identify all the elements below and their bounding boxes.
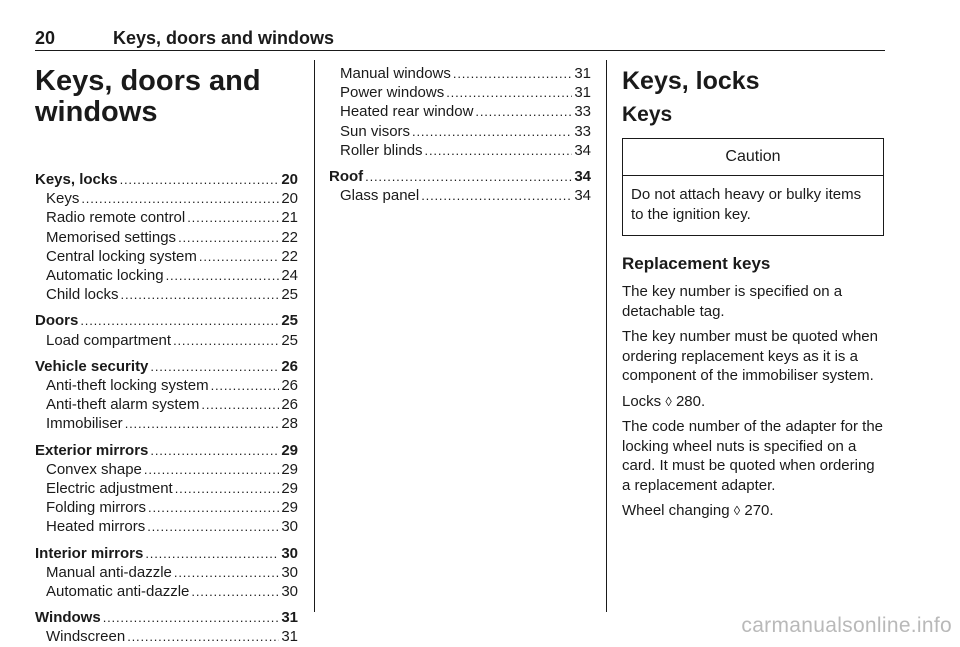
dot-leader — [187, 208, 279, 227]
toc-entry-label: Manual windows — [340, 65, 451, 82]
toc-entry-label: Roof — [329, 168, 364, 186]
toc-entry[interactable] — [35, 414, 298, 433]
toc-entry-label: Doors — [35, 312, 79, 330]
dot-leader — [199, 247, 279, 266]
toc-entry[interactable] — [35, 498, 298, 517]
toc-entry-label: Sun visors — [340, 122, 411, 140]
toc-entry[interactable] — [35, 608, 298, 627]
toc-entry-page: 25 — [281, 286, 298, 304]
toc-entry-page: 30 — [281, 563, 298, 581]
section-title: Keys, locks — [622, 67, 760, 95]
toc-entry[interactable] — [329, 141, 591, 160]
toc-entry-page: 34 — [574, 168, 591, 186]
toc-entry-page: 24 — [281, 267, 298, 285]
toc-entry-label: Heated mirrors — [46, 518, 146, 536]
dot-leader — [201, 395, 279, 414]
toc-entry-label: Electric adjustment — [46, 480, 173, 498]
toc-entry-page: 22 — [281, 247, 298, 265]
toc-entry-page: 25 — [281, 312, 298, 330]
toc-entry-label: Roller blinds — [340, 141, 423, 159]
running-title: Keys, doors and windows — [113, 28, 335, 48]
toc-entry[interactable] — [329, 102, 591, 121]
toc-entry-page: 22 — [281, 228, 298, 246]
dot-leader — [453, 64, 572, 83]
toc-entry-page: 31 — [574, 84, 591, 102]
toc-entry[interactable] — [35, 395, 298, 414]
column-divider — [606, 60, 607, 612]
column-divider — [314, 60, 315, 612]
toc-entry-label: Windscreen — [46, 628, 126, 646]
dot-leader — [475, 102, 572, 121]
dot-leader — [211, 376, 280, 395]
dot-leader — [446, 83, 572, 102]
toc-entry[interactable] — [329, 83, 591, 102]
toc-entry[interactable] — [35, 311, 298, 330]
toc-entry-label: Windows — [35, 609, 101, 627]
toc-entry-page: 29 — [281, 499, 298, 517]
page-number: 20 — [35, 28, 56, 48]
toc-entry-page: 31 — [574, 65, 591, 82]
dot-leader — [81, 189, 279, 208]
page-reference-link[interactable]: 280. — [675, 392, 706, 410]
toc-entry-label: Convex shape — [46, 460, 142, 478]
toc-entry-label: Manual anti-dazzle — [46, 563, 172, 581]
toc-entry-page: 29 — [281, 480, 298, 498]
toc-entry[interactable] — [35, 247, 298, 266]
dot-leader — [174, 563, 279, 582]
reference-arrow-icon: ◊ — [733, 503, 741, 518]
toc-entry-page: 34 — [574, 187, 591, 205]
toc-entry[interactable] — [35, 582, 298, 601]
toc-entry-page: 20 — [281, 171, 298, 188]
toc-entry[interactable] — [35, 208, 298, 227]
caution-text: Do not attach heavy or bulky items to the ignition key. — [631, 186, 862, 223]
toc-entry-label: Heated rear window — [340, 103, 474, 121]
toc-entry[interactable] — [35, 376, 298, 395]
dot-leader — [412, 122, 572, 141]
toc-entry[interactable] — [35, 170, 298, 189]
toc-entry[interactable] — [329, 167, 591, 186]
toc-entry[interactable] — [35, 331, 298, 350]
dot-leader — [120, 170, 280, 189]
dot-leader — [178, 228, 279, 247]
toc-entry-page: 20 — [281, 190, 298, 208]
toc-entry-page: 26 — [281, 357, 298, 375]
toc-entry-page: 33 — [574, 103, 591, 121]
toc-entry-page: 34 — [574, 141, 591, 159]
dot-leader — [150, 441, 279, 460]
content-column — [622, 66, 885, 527]
toc-entry[interactable] — [35, 266, 298, 285]
toc-entry-page: 29 — [281, 441, 298, 459]
dot-leader — [166, 266, 280, 285]
paragraph: The code number of the adapter for the locking wheel nuts is specified on a card. It must be quoted when ordering a replacement adapter. — [622, 418, 883, 494]
toc-entry[interactable] — [35, 460, 298, 479]
replacement-keys-heading: Replacement keys — [622, 254, 771, 273]
toc-column-2 — [329, 54, 591, 205]
paragraph: The key number is specified on a detachable tag. — [622, 283, 843, 320]
toc-entry-label: Anti-theft locking system — [46, 377, 209, 395]
toc-entry-label: Memorised settings — [46, 228, 177, 246]
toc-entry-label: Folding mirrors — [46, 499, 147, 517]
chapter-title: Keys, doors and windows — [35, 65, 261, 128]
dot-leader — [421, 186, 572, 205]
toc-entry[interactable] — [35, 517, 298, 536]
toc-entry[interactable] — [329, 186, 591, 205]
toc-entry-page: 26 — [281, 377, 298, 395]
page-header — [35, 26, 885, 51]
toc-entry-label: Automatic locking — [46, 267, 164, 285]
table-of-contents — [35, 170, 298, 647]
toc-entry-label: Exterior mirrors — [35, 441, 149, 459]
toc-entry-page: 26 — [281, 396, 298, 414]
toc-entry[interactable] — [35, 228, 298, 247]
toc-entry-page: 30 — [281, 544, 298, 562]
toc-column-1 — [35, 54, 298, 647]
toc-entry[interactable] — [329, 64, 591, 83]
dot-leader — [173, 331, 279, 350]
toc-entry[interactable] — [35, 357, 298, 376]
toc-entry-label: Load compartment — [46, 331, 172, 349]
toc-entry-page: 21 — [281, 209, 298, 227]
toc-entry[interactable] — [329, 122, 591, 141]
toc-entry-page: 25 — [281, 331, 298, 349]
toc-entry-page: 28 — [281, 415, 298, 433]
dot-leader — [425, 141, 573, 160]
dot-leader — [191, 582, 279, 601]
toc-entry-label: Automatic anti-dazzle — [46, 583, 190, 601]
toc-entry[interactable] — [35, 563, 298, 582]
dot-leader — [127, 627, 279, 646]
toc-entry-page: 31 — [281, 609, 298, 627]
dot-leader — [175, 479, 280, 498]
toc-entry[interactable] — [35, 627, 298, 646]
watermark: carmanualsonline.info — [741, 614, 952, 637]
toc-entry-page: 29 — [281, 460, 298, 478]
toc-entry-page: 33 — [574, 122, 591, 140]
toc-entry-label: Child locks — [46, 286, 119, 304]
toc-entry-label: Vehicle security — [35, 357, 149, 375]
dot-leader — [148, 498, 279, 517]
toc-entry-label: Anti-theft alarm system — [46, 396, 200, 414]
caution-box — [622, 138, 884, 236]
dot-leader — [365, 167, 572, 186]
dot-leader — [145, 544, 279, 563]
dot-leader — [150, 357, 279, 376]
toc-entry-label: Immobiliser — [46, 415, 123, 433]
dot-leader — [125, 414, 280, 433]
dot-leader — [80, 311, 279, 330]
dot-leader — [121, 285, 280, 304]
toc-entry-label: Glass panel — [340, 187, 420, 205]
caution-heading: Caution — [623, 139, 883, 176]
toc-entry-label: Power windows — [340, 84, 445, 102]
toc-entry-label: Central locking system — [46, 247, 197, 265]
toc-entry[interactable] — [35, 441, 298, 460]
toc-entry-label: Radio remote control — [46, 209, 186, 227]
paragraph-locks-ref: Locks ◊ 280. — [622, 392, 706, 410]
toc-entry-page: 30 — [281, 583, 298, 601]
dot-leader — [144, 460, 279, 479]
toc-entry-label: Interior mirrors — [35, 544, 144, 562]
toc-entry-label: Keys, locks — [35, 171, 118, 188]
paragraph: The key number must be quoted when ordering replacement keys as it is a component of the immobiliser system. — [622, 328, 878, 384]
reference-arrow-icon: ◊ — [665, 393, 672, 409]
dot-leader — [147, 517, 279, 536]
toc-entry-page: 30 — [281, 518, 298, 536]
page-reference-link[interactable]: 270. — [744, 502, 774, 519]
paragraph-wheel-ref: Wheel changing ◊ 270. — [622, 502, 774, 519]
dot-leader — [103, 608, 280, 627]
toc-entry[interactable] — [35, 544, 298, 563]
toc-entry[interactable] — [35, 479, 298, 498]
toc-entry[interactable] — [35, 189, 298, 208]
toc-entry-label: Keys — [46, 190, 80, 208]
toc-entry[interactable] — [35, 285, 298, 304]
table-of-contents-continued — [329, 64, 591, 205]
toc-entry-page: 31 — [281, 628, 298, 646]
subsection-title: Keys — [622, 103, 673, 126]
